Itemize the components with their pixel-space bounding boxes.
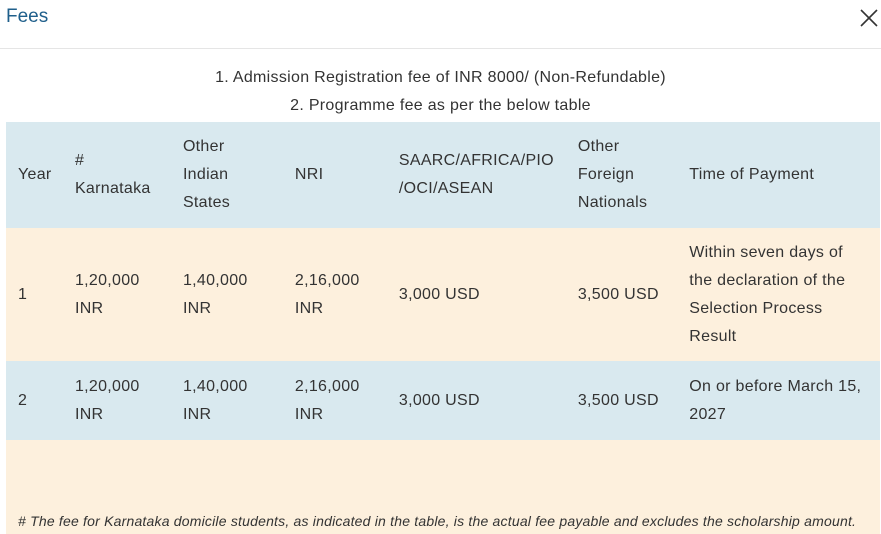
header-nri: NRI xyxy=(294,166,324,183)
cell-time-of-payment: Within seven days of the declaration of the Selection Process Result xyxy=(689,243,846,345)
cell-saarc: 3,000 USD xyxy=(398,285,480,303)
cell-other-indian-states: 1,40,000 INR xyxy=(182,377,248,423)
fee-intro xyxy=(0,64,881,120)
header-karnataka: # Karnataka xyxy=(74,152,151,197)
modal-title: Fees xyxy=(6,6,49,27)
header-other-indian-states: Other Indian States xyxy=(182,138,231,211)
footnote: # The fee for Karnataka domicile students, as indicated in the table, is the actual fee payable and excludes the scholarship amount. xyxy=(18,513,857,529)
cell-nri: 2,16,000 INR xyxy=(294,271,360,317)
cell-time-of-payment: On or before March 15, 2027 xyxy=(689,377,862,423)
header-time-of-payment: Time of Payment xyxy=(689,166,815,183)
cell-year: 2 xyxy=(18,391,28,409)
table-footnote-row xyxy=(6,440,880,534)
fees-table xyxy=(6,122,880,534)
modal-header xyxy=(0,0,881,49)
header-saarc: SAARC/AFRICA/PIO /OCI/ASEAN xyxy=(398,152,554,197)
cell-karnataka: 1,20,000 INR xyxy=(74,271,140,317)
cell-saarc: 3,000 USD xyxy=(398,391,480,409)
cell-other-foreign: 3,500 USD xyxy=(577,285,659,303)
header-year: Year xyxy=(18,166,52,183)
cell-other-foreign: 3,500 USD xyxy=(577,391,659,409)
header-other-foreign: Other Foreign Nationals xyxy=(577,138,648,211)
cell-nri: 2,16,000 INR xyxy=(294,377,360,423)
table-row xyxy=(6,228,880,361)
close-icon xyxy=(857,6,881,30)
intro-line-1: 1. Admission Registration fee of INR 8000/ (Non-Refundable) xyxy=(215,69,666,86)
intro-line-2: 2. Programme fee as per the below table xyxy=(290,97,591,114)
table-header-row xyxy=(6,122,880,228)
cell-year: 1 xyxy=(18,285,28,303)
cell-karnataka: 1,20,000 INR xyxy=(74,377,140,423)
table-row xyxy=(6,361,880,440)
cell-other-indian-states: 1,40,000 INR xyxy=(182,271,248,317)
close-button[interactable] xyxy=(857,6,881,30)
